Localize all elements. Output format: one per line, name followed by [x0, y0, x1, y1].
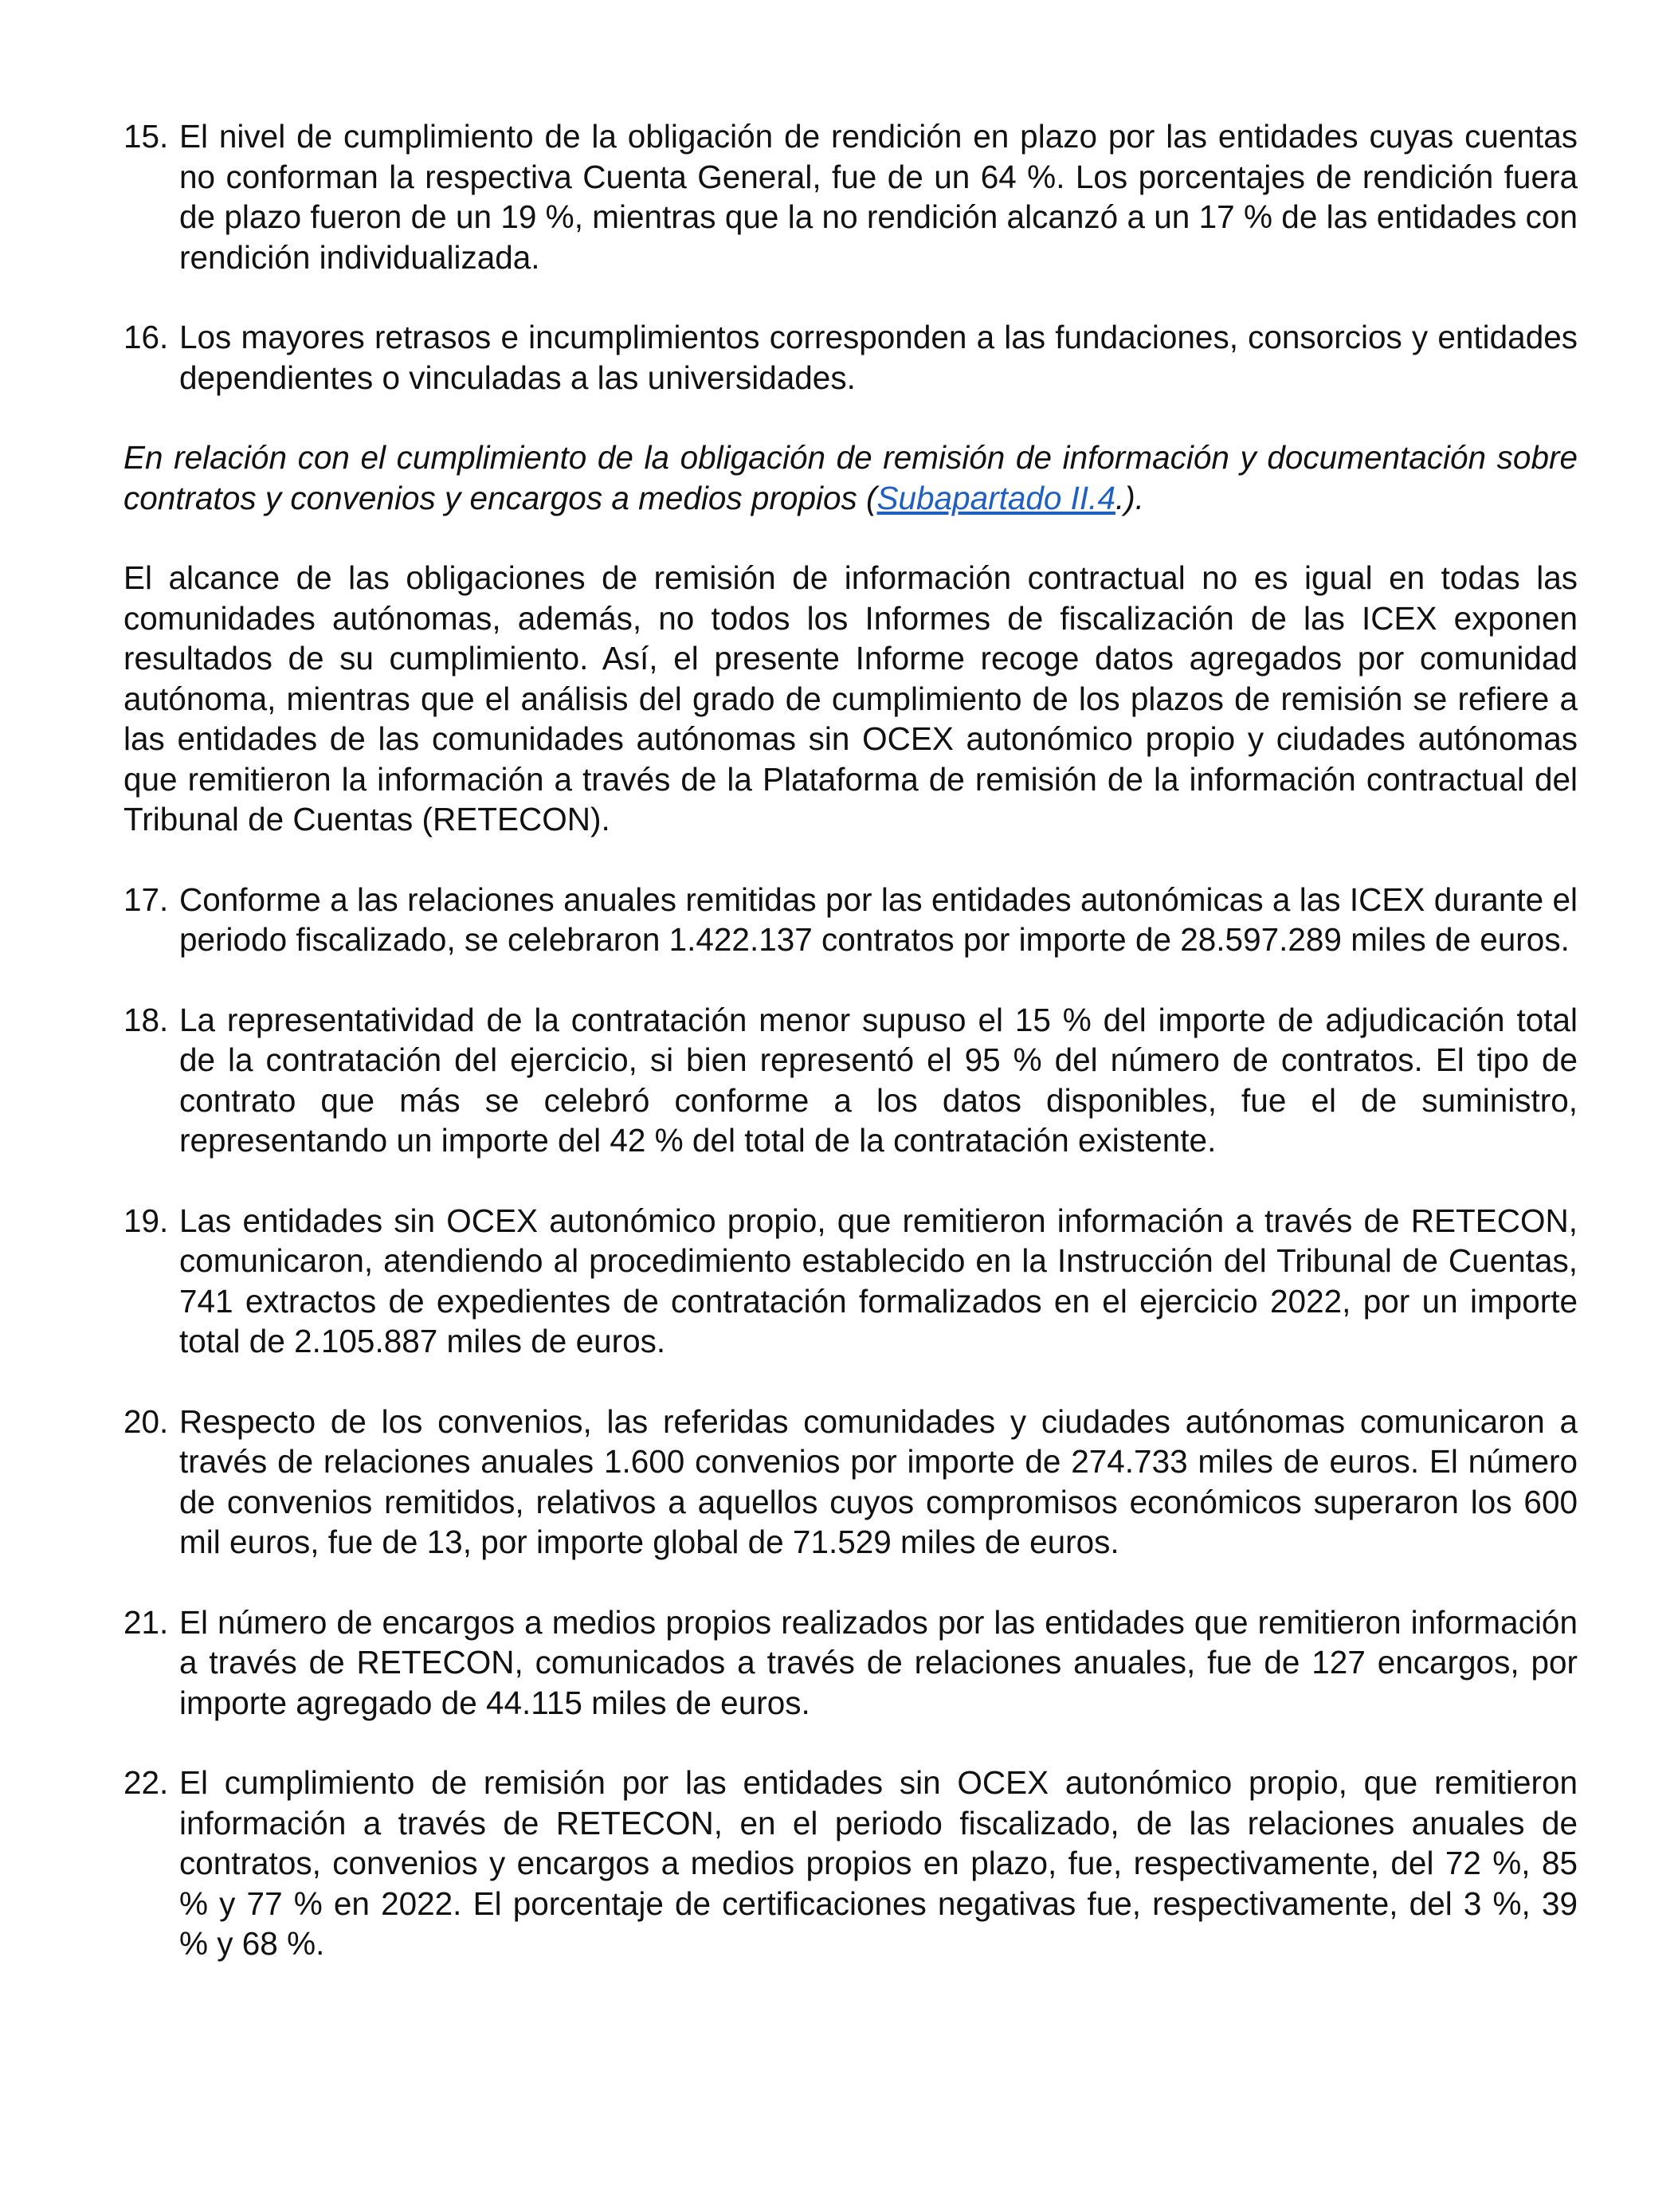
subapartado-link[interactable]: Subapartado II.4 [876, 479, 1115, 516]
numbered-item-15 [123, 116, 1578, 277]
item-number: 18. [123, 1001, 169, 1038]
item-text: Las entidades sin OCEX autonómico propio, que remitieron información a través de RETECON, comunicaron, atendiendo al procedimiento establecido en la Instrucción del Tribunal de Cuentas, 741 extractos de expedientes de contratación formalizados en el ejercicio 2022, por un importe total de 2.105.887 miles de euros. [179, 1202, 1578, 1359]
document-page [123, 116, 1578, 2004]
item-number: 19. [123, 1202, 169, 1239]
numbered-item-22 [123, 1763, 1578, 1964]
item-text: El nivel de cumplimiento de la obligación de rendición en plazo por las entidades cuyas cuentas no conforman la respectiva Cuenta General, fue de un 64 %. Los porcentajes de rendición fuera de plazo fueron de un 19 %, mientras que la no rendición alcanzó a un 17 % de las entidades con rendición individualizada. [179, 118, 1578, 276]
item-text: Conforme a las relaciones anuales remitidas por las entidades autonómicas a las ICEX durante el periodo fiscalizado, se celebraron 1.422.137 contratos por importe de 28.597.289 miles de euros. [179, 880, 1578, 958]
item-number: 21. [123, 1603, 169, 1641]
item-number: 22. [123, 1764, 169, 1801]
numbered-item-21 [123, 1602, 1578, 1724]
section-heading [123, 437, 1578, 518]
item-text: Los mayores retrasos e incumplimientos corresponden a las fundaciones, consorcios y entidades dependientes o vinculadas a las universidades. [179, 319, 1578, 396]
numbered-item-19 [123, 1201, 1578, 1362]
intro-paragraph: El alcance de las obligaciones de remisión de información contractual no es igual en todas las comunidades autónomas, además, no todos los Informes de fiscalización de las ICEX exponen resultados de su cumplimiento. Así, el presente Informe recoge datos agregados por comunidad autónoma, mientras que el análisis del grado de cumplimiento de los plazos de remisión se refiere a las entidades de las comunidades autónomas sin OCEX autonómico propio y ciudades autónomas que remitieron la información a través de la Plataforma de remisión de la información contractual del Tribunal de Cuentas (RETECON). [123, 559, 1578, 837]
item-text: El número de encargos a medios propios realizados por las entidades que remitieron información a través de RETECON, comunicados a través de relaciones anuales, fue de 127 encargos, por importe agregado de 44.115 miles de euros. [179, 1603, 1578, 1721]
numbered-item-18 [123, 1000, 1578, 1161]
numbered-item-20 [123, 1402, 1578, 1563]
item-text: La representatividad de la contratación menor supuso el 15 % del importe de adjudicación total de la contratación del ejercicio, si bien representó el 95 % del número de contratos. El tipo de contrato que más se celebró conforme a los datos disponibles, fue el de suministro, representando un importe del 42 % del total de la contratación existente. [179, 1001, 1578, 1159]
item-text: Respecto de los convenios, las referidas comunidades y ciudades autónomas comunicaron a través de relaciones anuales 1.600 convenios por importe de 274.733 miles de euros. El número de convenios remitidos, relativos a aquellos cuyos compromisos económicos superaron los 600 mil euros, fue de 13, por importe global de 71.529 miles de euros. [179, 1402, 1578, 1560]
section-heading-text: En relación con el cumplimiento de la obligación de remisión de información y documentación sobre contratos y convenios y encargos a medios propios ( [123, 439, 1578, 516]
item-text: El cumplimiento de remisión por las entidades sin OCEX autonómico propio, que remitieron información a través de RETECON, en el periodo fiscalizado, de las relaciones anuales de contratos, convenios y encargos a medios propios en plazo, fue, respectivamente, del 72 %, 85 % y 77 % en 2022. El porcentaje de certificaciones negativas fue, respectivamente, del 3 %, 39 % y 68 %. [179, 1764, 1578, 1962]
numbered-item-17 [123, 880, 1578, 960]
section-heading-end: .). [1115, 479, 1144, 516]
item-number: 20. [123, 1402, 169, 1440]
item-number: 15. [123, 118, 169, 155]
numbered-item-16 [123, 317, 1578, 398]
item-number: 16. [123, 319, 169, 355]
item-number: 17. [123, 880, 169, 918]
